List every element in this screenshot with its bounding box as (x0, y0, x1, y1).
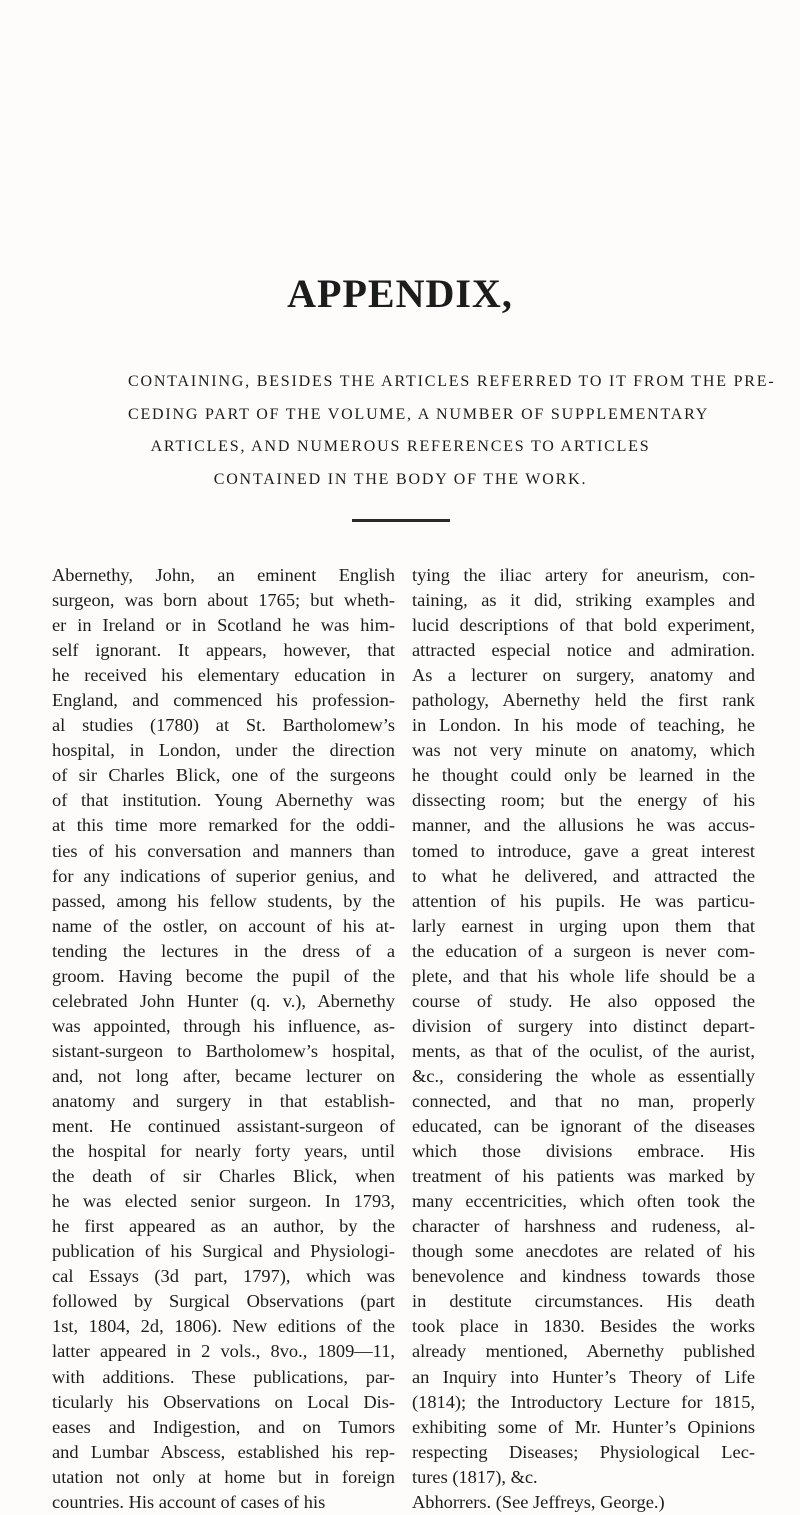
text-line: though some anecdotes are related of his (412, 1241, 755, 1262)
text-line: hospital, in London, under the direction (52, 740, 395, 761)
text-line: celebrated John Hunter (q. v.), Abernethy (52, 990, 395, 1011)
subtitle-line: CONTAINED IN THE BODY OF THE WORK. (213, 470, 588, 488)
text-line: ment. He continued assistant-surgeon of (52, 1116, 395, 1137)
text-line: the education of a surgeon is never com- (412, 940, 755, 961)
right-column (412, 563, 755, 1515)
text-line: tying the iliac artery for aneurism, con- (412, 565, 755, 585)
text-line: plete, and that his whole life should be a (412, 965, 755, 986)
text-line: he received his elementary education in (52, 665, 395, 686)
text-line: took place in 1830. Besides the works (412, 1316, 755, 1337)
text-line: an Inquiry into Hunter’s Theory of Life (412, 1366, 755, 1387)
text-line: of sir Charles Blick, one of the surgeons (52, 765, 395, 786)
text-line: er in Ireland or in Scotland he was him- (52, 615, 395, 636)
text-line: followed by Surgical Observations (part (52, 1291, 395, 1312)
text-line: educated, can be ignorant of the diseases (412, 1116, 755, 1137)
text-line: was appointed, through his influence, as- (52, 1015, 395, 1036)
text-line: England, and commenced his profession- (52, 690, 395, 711)
text-line: &c., considering the whole as essentially (412, 1065, 755, 1086)
text-line: for any indications of superior genius, and (52, 865, 395, 886)
text-line: dissecting room; but the energy of his (412, 790, 755, 811)
text-line: was not very minute on anatomy, which (412, 740, 755, 761)
text-line: ments, as that of the oculist, of the aurist, (412, 1040, 755, 1061)
text-line: the death of sir Charles Blick, when (52, 1166, 395, 1187)
text-line: groom. Having become the pupil of the (52, 965, 395, 986)
text-line: course of study. He also opposed the (412, 990, 755, 1011)
text-line: larly earnest in urging upon them that (412, 915, 755, 936)
text-line: anatomy and surgery in that establish- (52, 1090, 395, 1111)
subtitle (128, 366, 776, 496)
text-line: passed, among his fellow students, by the (52, 890, 395, 911)
text-line: tures (1817), &c. (412, 1466, 538, 1487)
text-line: benevolence and kindness towards those (412, 1266, 755, 1287)
text-line: lucid descriptions of that bold experiment, (412, 615, 755, 636)
text-line: manner, and the allusions he was accus- (412, 815, 755, 836)
text-line: utation not only at home but in foreign (52, 1466, 395, 1487)
subtitle-line: ARTICLES, AND NUMEROUS REFERENCES TO ARTICLES (150, 438, 651, 455)
page-title: APPENDIX, (287, 271, 513, 316)
text-line: character of harshness and rudeness, al- (412, 1216, 755, 1237)
text-line: taining, as it did, striking examples and (412, 590, 755, 611)
section-divider (352, 519, 450, 522)
text-line: tomed to introduce, gave a great interest (412, 840, 755, 861)
text-line: latter appeared in 2 vols., 8vo., 1809—11, (52, 1341, 395, 1362)
text-line: surgeon, was born about 1765; but wheth- (52, 590, 395, 611)
text-line: publication of his Surgical and Physiologi- (52, 1241, 395, 1262)
text-line: division of surgery into distinct depart- (412, 1015, 755, 1036)
text-line: name of the ostler, on account of his at- (52, 915, 395, 936)
text-line: Abhorrers. (See Jeffreys, George.) (412, 1491, 665, 1512)
text-line: of that institution. Young Abernethy was (52, 790, 395, 811)
text-line: attention of his pupils. He was particu- (412, 890, 755, 911)
text-line: ties of his conversation and manners than (52, 840, 395, 861)
text-line: many eccentricities, which often took the (412, 1191, 755, 1212)
text-line: with additions. These publications, par- (52, 1366, 395, 1387)
text-line: in destitute circumstances. His death (412, 1291, 755, 1312)
text-line: ticularly his Observations on Local Dis- (52, 1391, 395, 1412)
text-line: treatment of his patients was marked by (412, 1166, 755, 1187)
text-line: exhibiting some of Mr. Hunter’s Opinions (412, 1416, 755, 1437)
text-line: self ignorant. It appears, however, that (52, 640, 395, 661)
text-line: the hospital for nearly forty years, until (52, 1141, 395, 1162)
text-line: sistant-surgeon to Bartholomew’s hospital, (52, 1040, 395, 1061)
text-line: which those divisions embrace. His (412, 1141, 755, 1162)
text-line: eases and Indigestion, and on Tumors (52, 1416, 395, 1437)
text-line: in London. In his mode of teaching, he (412, 715, 755, 736)
left-column (52, 563, 395, 1515)
text-line: he first appeared as an author, by the (52, 1216, 395, 1237)
text-line: As a lecturer on surgery, anatomy and (412, 665, 755, 686)
text-line: he was elected senior surgeon. In 1793, (52, 1191, 395, 1212)
text-line: tending the lectures in the dress of a (52, 940, 395, 961)
text-line: (1814); the Introductory Lecture for 1815, (412, 1391, 755, 1412)
subtitle-line: CEDING PART OF THE VOLUME, A NUMBER OF SUPPLEMENTARY (128, 405, 710, 423)
text-line: respecting Diseases; Physiological Lec- (412, 1441, 755, 1462)
text-line: connected, and that no man, properly (412, 1090, 755, 1111)
text-line: and Lumbar Abscess, established his rep- (52, 1441, 395, 1462)
text-line: 1st, 1804, 2d, 1806). New editions of the (52, 1316, 395, 1337)
text-line: pathology, Abernethy held the first rank (412, 690, 755, 711)
text-line: he thought could only be learned in the (412, 765, 755, 786)
text-line: and, not long after, became lecturer on (52, 1065, 395, 1086)
subtitle-line: CONTAINING, BESIDES THE ARTICLES REFERRED TO IT FROM THE PRE- (128, 373, 776, 390)
text-line: already mentioned, Abernethy published (412, 1341, 755, 1362)
text-line: attracted especial notice and admiration. (412, 640, 755, 661)
text-line: at this time more remarked for the oddi- (52, 815, 395, 836)
text-line: Abernethy, John, an eminent English (52, 565, 395, 585)
text-line: countries. His account of cases of his (52, 1491, 326, 1512)
text-line: to what he delivered, and attracted the (412, 865, 755, 886)
text-line: al studies (1780) at St. Bartholomew’s (52, 715, 395, 736)
text-line: cal Essays (3d part, 1797), which was (52, 1266, 395, 1287)
